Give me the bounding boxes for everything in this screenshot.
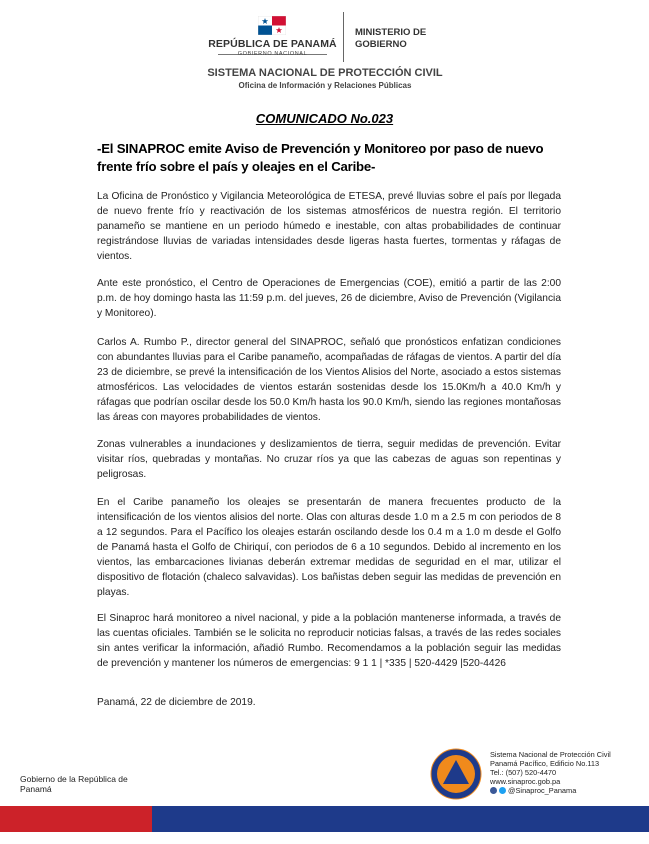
paragraph-4: Zonas vulnerables a inundaciones y deslizamientos de tierra, seguir medidas de prevención. Evitar visitar ríos, quebradas y montañas. No cruzar ríos ya que las cabezas de aguas son repentinas y peligrosas. xyxy=(97,439,561,480)
footer-social[interactable] xyxy=(490,786,611,795)
dateline: Panamá, 22 de diciembre de 2019. xyxy=(97,697,256,708)
footer-government-text: Gobierno de la República de Panamá xyxy=(20,774,128,794)
paragraph-6: El Sinaproc hará monitoreo a nivel nacional, y pide a la población mantenerse informada, a través de las cuentas oficiales. También se le solicita no reproducir noticias falsas, a través de las redes sociales sin antes verificar la información, añadió Rumbo. Recomendamos a la población seguir las medidas de prevención y mantener los números de emergencias: 9 1 1 | *335 | 520-4429 |520-4426 xyxy=(97,613,561,669)
footer-social-handle: @Sinaproc_Panama xyxy=(508,786,577,795)
system-name: SISTEMA NACIONAL DE PROTECCIÓN CIVIL xyxy=(207,67,443,79)
paragraph-3: Carlos A. Rumbo P., director general del SINAPROC, señaló que pronósticos enfatizan condiciones con abundantes lluvias para el Caribe panameño, acompañadas de ráfagas de vientos. A partir del día 23 de diciembre, se prevé la intensificación de los Vientos Alisios del Norte, asociado a estos sistemas atmosféricos. Las velocidades de vientos estarán sostenidas desde los 15.0Km/h a 40.0 Km/h y ráfagas que podrían oscilar desde los 50.0 Km/h hasta los 90.0 Km/h, siendo las regiones montañosas las áreas con mayores probabilidades de vientos. xyxy=(97,337,561,423)
footer-band-blue xyxy=(152,806,649,832)
communique-label: COMUNICADO No.023 xyxy=(255,111,394,126)
republic-name: REPÚBLICA DE PANAMÁ xyxy=(208,38,337,50)
footer-contact xyxy=(490,750,611,795)
paragraph-1: La Oficina de Pronóstico y Vigilancia Meteorológica de ETESA, prevé lluvias sobre el país por llegada de nuevo frente frío y reactivación de los sistemas atmosféricos de nuestra región. El territorio panameño se mantiene en un periodo húmedo e inestable, con altas probabilidades de continuar registrándose lluvias de variadas intensidades desde ligeras hasta fuertes, tormentas y ráfagas de vientos. xyxy=(97,191,561,262)
footer-website[interactable]: www.sinaproc.gob.pa xyxy=(490,777,561,786)
headline: -El SINAPROC emite Aviso de Prevención y Monitoreo por paso de nuevo frente frío sobre el país y oleajes en el Caribe- xyxy=(97,141,544,174)
government-tag: GOBIERNO NACIONAL xyxy=(237,51,308,57)
paragraph-5: En el Caribe panameño los oleajes se presentarán de manera frecuentes producto de la intensificación de los vientos alisios del norte. Olas con alturas desde 1.0 m a 2.5 m con periodos de 8 a 12 segundos. Para el Pacífico los oleajes estarán oscilando desde los 0.4 m a 1.0 m desde el Golfo de Panamá hasta el Golfo de Chiriquí, con periodos de 6 a 10 segundos. Debido al incremento en los vientos, las embarcaciones livianas deberán extremar medidas de seguridad en el mar, utilizar el dispositivo de flotación (chaleco salvavidas). Los bañistas deben seguir las medidas de prevención en playas. xyxy=(97,497,561,598)
office-name: Oficina de Información y Relaciones Públicas xyxy=(238,81,412,90)
footer-government xyxy=(20,774,130,794)
ministry-name: MINISTERIO DE GOBIERNO xyxy=(355,27,427,50)
footer-band-red xyxy=(0,806,152,832)
footer-phone: Tel.: (507) 520-4470 xyxy=(490,768,557,777)
panama-flag-icon xyxy=(258,16,286,35)
paragraph-2: Ante este pronóstico, el Centro de Operaciones de Emergencias (COE), emitió a partir de las 2:00 p.m. de hoy domingo hasta las 11:59 p.m. del jueves, 26 de diciembre, Aviso de Prevención (Vigilancia y Monitoreo). xyxy=(97,278,561,319)
footer-org-name: Sistema Nacional de Protección Civil xyxy=(490,750,611,759)
facebook-icon xyxy=(490,787,497,794)
twitter-icon xyxy=(499,787,506,794)
civil-protection-emblem-icon xyxy=(430,748,482,800)
footer-address: Panamá Pacífico, Edificio No.113 xyxy=(490,759,600,768)
header-divider xyxy=(343,12,344,62)
